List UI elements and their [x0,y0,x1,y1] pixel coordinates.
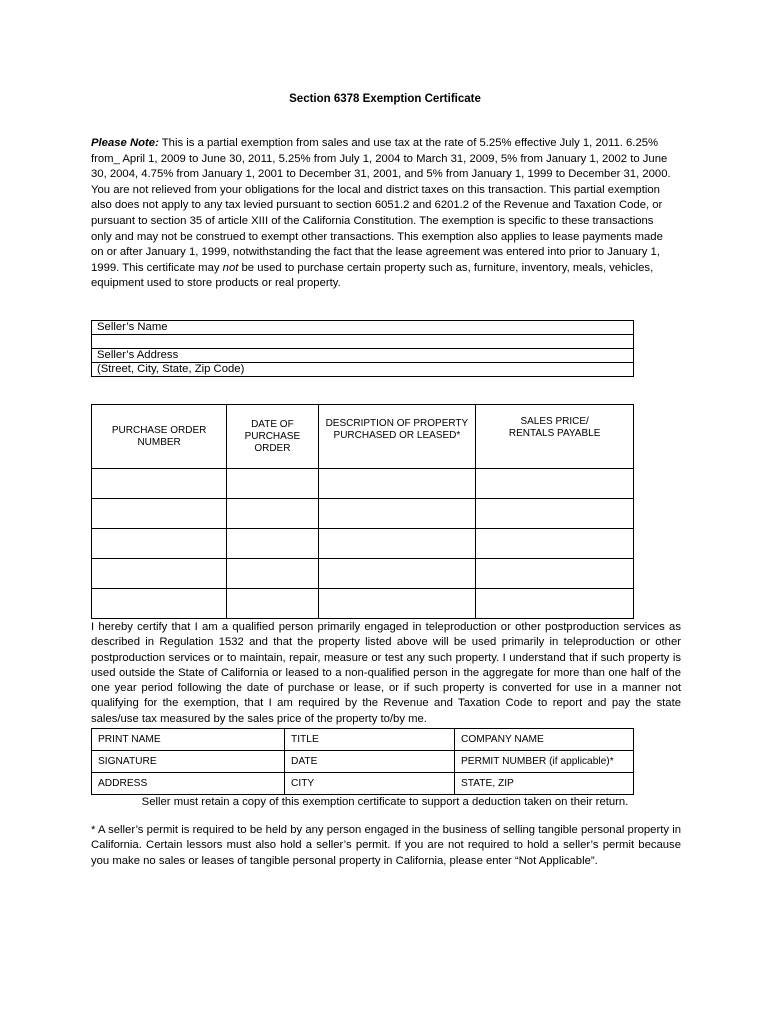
seller-address-field[interactable]: Seller’s Address [92,349,634,363]
address-field[interactable]: ADDRESS [92,773,285,795]
sales-price-cell[interactable] [476,529,634,559]
retain-copy-note: Seller must retain a copy of this exemption certificate to support a deduction taken on their return. [141,796,629,808]
title-field[interactable]: TITLE [285,729,455,751]
permit-number-field[interactable]: PERMIT NUMBER (if applicable)* [455,751,634,773]
table-row [92,469,634,499]
table-row [92,529,634,559]
page-title: Section 6378 Exemption Certificate [289,93,481,105]
purchase-order-cell[interactable] [92,589,227,619]
description-cell[interactable] [318,529,476,559]
purchase-order-cell[interactable] [92,469,227,499]
city-field[interactable]: CITY [285,773,455,795]
seller-info-table [91,320,634,377]
note-text-part1: This is a partial exemption from sales and use tax at the rate of 5.25% effective July 1, 2011. 6.25% from_ April 1, 2009 to June 30, 2011, 5.25% from July 1, 2004 to March 31, 2009, 5% from January 1, 2002 to June 30, 2004, 4.75% from January 1, 2001 to December 31, 2001, and 5% from January 1, 1999 to December 31, 2000. You are not relieved from your obligations for the local and district taxes on this transaction. This partial exemption also does not apply to any tax levied pursuant to section 6051.2 and 6201.2 of the Revenue and Taxation Code, or pursuant to section 35 of article XIII of the California Constitution. The exemption is specific to these transactions only and may not be construed to exempt other transactions. This exemption also applies to lease payments made on or after January 1, 1999, notwithstanding the fact that the lease agreement was entered into prior to January 1, 1999. This certificate may [91,137,671,274]
description-cell[interactable] [318,499,476,529]
header-purchase-order-number: PURCHASE ORDER NUMBER [92,405,227,469]
date-field[interactable]: DATE [285,751,455,773]
header-date-of-purchase-order: DATE OF PURCHASE ORDER [227,405,318,469]
sales-price-cell[interactable] [476,589,634,619]
date-cell[interactable] [227,589,318,619]
date-cell[interactable] [227,559,318,589]
purchase-order-cell[interactable] [92,529,227,559]
table-row [92,559,634,589]
sales-price-cell[interactable] [476,499,634,529]
please-note-paragraph [91,136,677,292]
print-name-field[interactable]: PRINT NAME [92,729,285,751]
certification-paragraph: I hereby certify that I am a qualified person primarily engaged in teleproduction or other postproduction services as described in Regulation 1532 and that the property listed above will be used primarily in teleproduction or other postproduction services or to maintain, repair, measure or test any such property. I understand that if such property is used outside the State of California or leased to a non-qualified person in the aggregate for more than one half of the one year period following the date of purchase or lease, or if such property is converted for use in a manner not qualifying for the exemption, that I am required by the Revenue and Taxation Code to report and pay the state sales/use tax measured by the sales price of the property to/by me. [91,621,681,725]
seller-address-hint[interactable]: (Street, City, State, Zip Code) [92,363,634,377]
purchase-order-cell[interactable] [92,559,227,589]
note-emphasis: not [222,261,239,274]
description-cell[interactable] [318,559,476,589]
seller-name-blank-row[interactable] [92,335,634,349]
purchase-order-cell[interactable] [92,499,227,529]
state-zip-field[interactable]: STATE, ZIP [455,773,634,795]
description-cell[interactable] [318,469,476,499]
sales-price-cell[interactable] [476,469,634,499]
date-cell[interactable] [227,469,318,499]
purchase-order-table [91,404,634,619]
sales-price-cell[interactable] [476,559,634,589]
table-row [92,499,634,529]
date-cell[interactable] [227,499,318,529]
header-description-of-property: DESCRIPTION OF PROPERTY PURCHASED OR LEASED* [318,405,476,469]
header-sales-price: SALES PRICE/ RENTALS PAYABLE [476,405,634,469]
company-name-field[interactable]: COMPANY NAME [455,729,634,751]
table-row [92,589,634,619]
seller-name-field[interactable]: Seller’s Name [92,321,634,335]
sellers-permit-footnote: * A seller’s permit is required to be held by any person engaged in the business of selling tangible personal property in California. Certain lessors must also hold a seller’s permit. If you are not required to hold a seller’s permit because you make no sales or leases of tangible personal property in California, please enter “Not Applicable”. [91,824,681,867]
date-cell[interactable] [227,529,318,559]
signature-table [91,728,634,795]
note-text-part2: be used to purchase certain property such as, furniture, inventory, meals, vehicles, equipment used to store products or real property. [91,261,654,290]
signature-field[interactable]: SIGNATURE [92,751,285,773]
description-cell[interactable] [318,589,476,619]
note-label: Please Note: [91,137,159,149]
